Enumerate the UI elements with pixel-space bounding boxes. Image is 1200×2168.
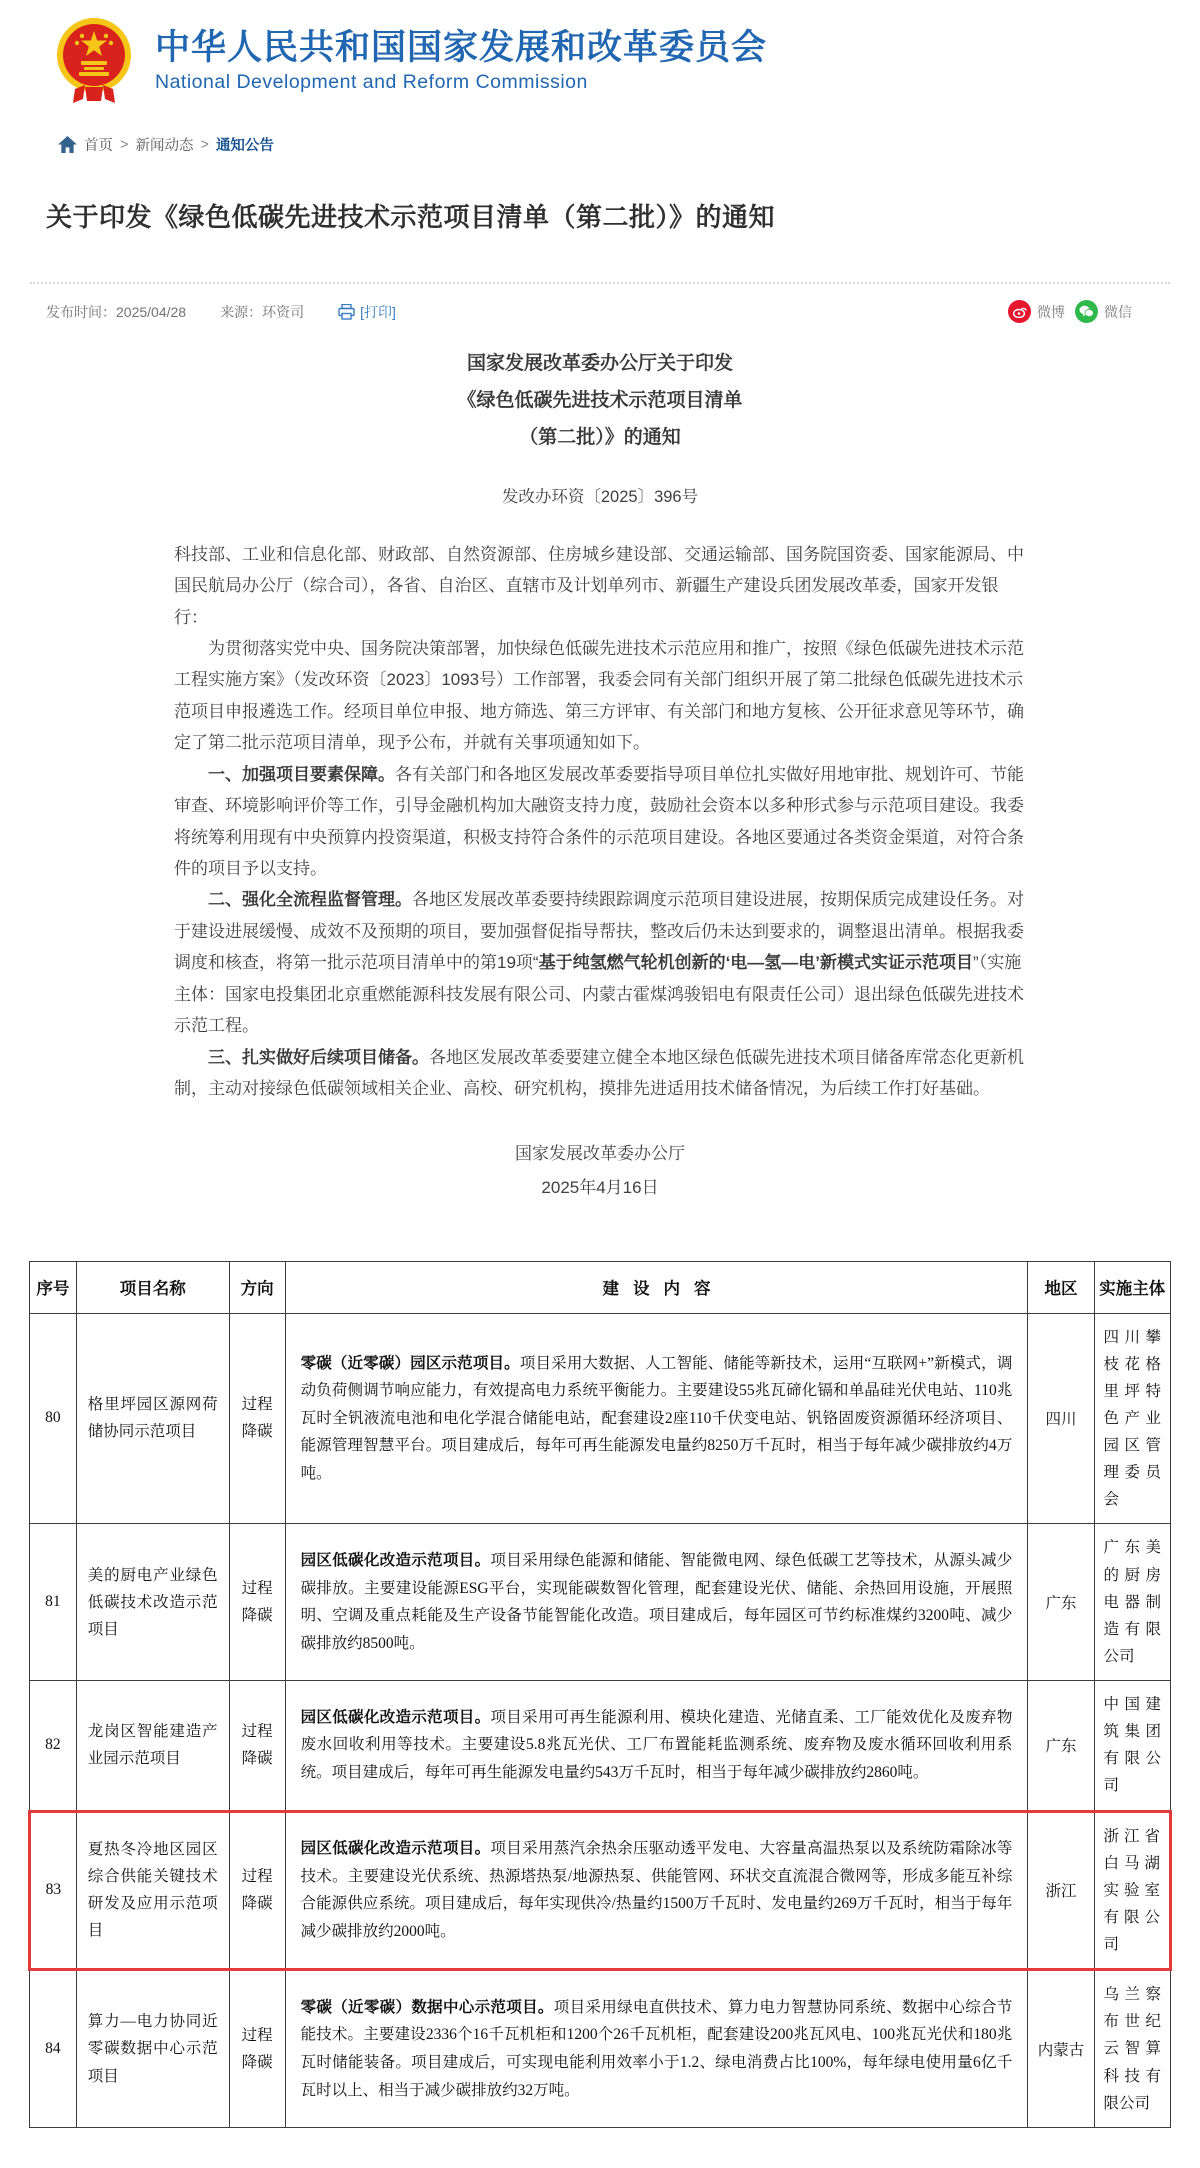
printer-icon [338,304,355,320]
article-source: 来源：环资司 [220,303,305,320]
breadcrumb-separator: > [200,136,209,153]
cell-project-name: 算力—电力协同近零碳数据中心示范项目 [76,1970,229,2128]
document-body [174,345,1026,1205]
cell-region: 四川 [1028,1313,1094,1524]
cell-region: 浙江 [1028,1811,1094,1970]
col-header-name: 项目名称 [76,1261,229,1313]
col-header-content: 建设内容 [285,1261,1028,1313]
cell-direction: 过程降碳 [229,1811,285,1970]
project-list-table [28,1261,1172,2128]
cell-content: 零碳（近零碳）园区示范项目。项目采用大数据、人工智能、储能等新技术，运用“互联网+”新模式，调动负荷侧调节响应能力，有效提高电力系统平衡能力。主要建设55兆瓦碲化镉和单晶硅光伏电站、110兆瓦时全钒液流电池和电化学混合储能电站，配套建设2座110千伏变电站、钒铬固废资源循环经济项目、能源管理智慧平台。项目建成后，每年可再生能源发电量约8250万千瓦时，相当于每年减少碳排放约4万吨。 [285,1313,1028,1524]
table-row [30,1970,1171,2128]
cell-project-name: 格里坪园区源网荷储协同示范项目 [76,1313,229,1524]
cell-no: 84 [30,1970,77,2128]
weibo-icon [1008,300,1031,323]
site-title-block [155,28,767,93]
cell-direction: 过程降碳 [229,1681,285,1812]
paragraph-recipients: 科技部、工业和信息化部、财政部、自然资源部、住房城乡建设部、交通运输部、国务院国资委、国家能源局、中国民航局办公厅（综合司），各省、自治区、直辖市及计划单列市、新疆生产建设兵团发展改革委，国家开发银行： [174,544,1024,627]
cell-content: 园区低碳化改造示范项目。项目采用蒸汽余热余压驱动透平发电、大容量高温热泵以及系统防霜除冰等技术。主要建设光伏系统、热源塔热泵/地源热泵、供能管网、环状交直流混合微网等，形成多能互补综合能源供应系统。项目建成后，每年实现供冷/热量约1500万千瓦时、发电量约269万千瓦时，相当于每年减少碳排放约2000吨。 [285,1811,1028,1970]
table-row [30,1524,1171,1681]
national-emblem-logo [55,15,133,107]
wechat-icon [1075,300,1098,323]
cell-no: 83 [30,1811,77,1970]
cell-region: 广东 [1028,1681,1094,1812]
article-container [30,197,1170,1205]
share-wechat-button[interactable] [1075,300,1132,323]
table-row-highlighted [30,1811,1171,1970]
cell-direction: 过程降碳 [229,1970,285,2128]
article-meta-row [30,282,1170,323]
document-title: 国家发展改革委办公厅关于印发 《绿色低碳先进技术示范项目清单 （第二批）》的通知 [457,353,743,449]
breadcrumb-news[interactable]: 新闻动态 [135,138,194,154]
publish-time: 发布时间：2025/04/28 [46,303,187,320]
print-button[interactable] [338,302,396,322]
cell-content: 园区低碳化改造示范项目。项目采用可再生能源利用、模块化建造、光储直柔、工厂能效优化及废弃物废水回收利用等技术。主要建设5.8兆瓦光伏、工厂布置能耗监测系统、废弃物及废水循环回收利用系统。项目建成后，每年可再生能源发电量约543万千瓦时，相当于每年减少碳排放约2860吨。 [285,1681,1028,1812]
cell-entity: 广东美的厨房电器制造有限公司 [1094,1524,1170,1681]
cell-region: 内蒙古 [1028,1970,1094,2128]
col-header-region: 地区 [1028,1261,1094,1313]
table-row [30,1681,1171,1812]
paragraph-intro: 为贯彻落实党中央、国务院决策部署，加快绿色低碳先进技术示范应用和推广，按照《绿色低碳先进技术示范工程实施方案》（发改环资〔2023〕1093号）工作部署，我委会同有关部门组织开展了第二批绿色低碳先进技术示范项目申报遴选工作。经项目单位申报、地方筛选、第三方评审、有关部门和地方复核、公开征求意见等环节，确定了第二批示范项目清单，现予公布，并就有关事项通知如下。 [174,638,1024,753]
cell-entity: 四川攀枝花格里坪特色产业园区管理委员会 [1094,1313,1170,1524]
cell-entity: 乌兰察布世纪云智算科技有限公司 [1094,1970,1170,2128]
site-header [0,0,1200,112]
cell-no: 80 [30,1313,77,1524]
wechat-label: 微信 [1104,303,1132,320]
cell-direction: 过程降碳 [229,1524,285,1681]
cell-entity: 浙江省白马湖实验室有限公司 [1094,1811,1170,1970]
print-label: [打印] [360,303,396,320]
site-title-english: National Development and Reform Commission [155,70,588,93]
paragraph-section-1: 一、加强项目要素保障。各有关部门和各地区发展改革委要指导项目单位扎实做好用地审批、规划许可、节能审查、环境影响评价等工作，引导金融机构加大融资支持力度，鼓励社会资本以多种形式参与示范项目建设。我委将统筹利用现有中央预算内投资渠道，积极支持符合条件的示范项目建设。各地区要通过各类资金渠道，对符合条件的项目予以支持。 [174,764,1024,879]
cell-project-name: 夏热冬冷地区园区综合供能关键技术研发及应用示范项目 [76,1811,229,1970]
breadcrumb-notices[interactable]: 通知公告 [215,138,274,154]
site-title-chinese: 中华人民共和国国家发展和改革委员会 [155,28,768,68]
breadcrumb-separator: > [120,136,129,153]
cell-project-name: 美的厨电产业绿色低碳技术改造示范项目 [76,1524,229,1681]
signature-agency: 国家发展改革委办公厅 [515,1143,685,1163]
breadcrumb [58,134,1200,155]
share-weibo-button[interactable] [1008,300,1065,323]
cell-entity: 中国建筑集团有限公司 [1094,1681,1170,1812]
signature-block [174,1137,1026,1205]
col-header-direction: 方向 [229,1261,285,1313]
cell-content: 园区低碳化改造示范项目。项目采用绿色能源和储能、智能微电网、绿色低碳工艺等技术，从源头减少碳排放。主要建设能源ESG平台，实现能碳数智化管理，配套建设光伏、储能、余热回用设施，开展照明、空调及重点耗能及生产设备节能智能化改造。项目建成后，每年园区可节约标准煤约3200吨、减少碳排放约8500吨。 [285,1524,1028,1681]
cell-project-name: 龙岗区智能建造产业园示范项目 [76,1681,229,1812]
paragraph-section-3: 三、扎实做好后续项目储备。各地区发展改革委要建立健全本地区绿色低碳先进技术项目储备库常态化更新机制，主动对接绿色低碳领域相关企业、高校、研究机构，摸排先进适用技术储备情况，为后续工作打好基础。 [174,1047,1024,1099]
cell-no: 82 [30,1681,77,1812]
weibo-label: 微博 [1037,303,1065,320]
col-header-no: 序号 [30,1261,77,1313]
table-header-row [30,1261,1171,1313]
signature-date: 2025年4月16日 [541,1177,659,1197]
col-header-entity: 实施主体 [1094,1261,1170,1313]
paragraph-section-2: 二、强化全流程监督管理。各地区发展改革委要持续跟踪调度示范项目建设进展，按期保质完成建设任务。对于建设进展缓慢、成效不及预期的项目，要加强督促指导帮扶，整改后仍未达到要求的，调整退出清单。根据我委调度和核查，将第一批示范项目清单中的第19项“基于纯氢燃气轮机创新的‘电—氢—电’新模式实证示范项目”（实施主体：国家电投集团北京重燃能源科技发展有限公司、内蒙古霍煤鸿骏铝电有限责任公司）退出绿色低碳先进技术示范工程。 [174,890,1024,1036]
page-title: 关于印发《绿色低碳先进技术示范项目清单（第二批）》的通知 [46,202,776,232]
share-group [1008,300,1160,323]
table-row [30,1313,1171,1524]
breadcrumb-home[interactable]: 首页 [84,138,113,154]
home-icon[interactable] [58,136,77,153]
cell-direction: 过程降碳 [229,1313,285,1524]
cell-no: 81 [30,1524,77,1681]
document-number: 发改办环资〔2025〕396号 [501,488,699,507]
cell-content: 零碳（近零碳）数据中心示范项目。项目采用绿电直供技术、算力电力智慧协同系统、数据中心综合节能技术。主要建设2336个16千瓦机柜和1200个26千瓦机柜，配套建设200兆瓦风电、100兆瓦光伏和180兆瓦时储能装备。项目建成后，可实现电能利用效率小于1.2、绿电消费占比100%，每年绿电使用量6亿千瓦时以上、相当于减少碳排放约32万吨。 [285,1970,1028,2128]
cell-region: 广东 [1028,1524,1094,1681]
